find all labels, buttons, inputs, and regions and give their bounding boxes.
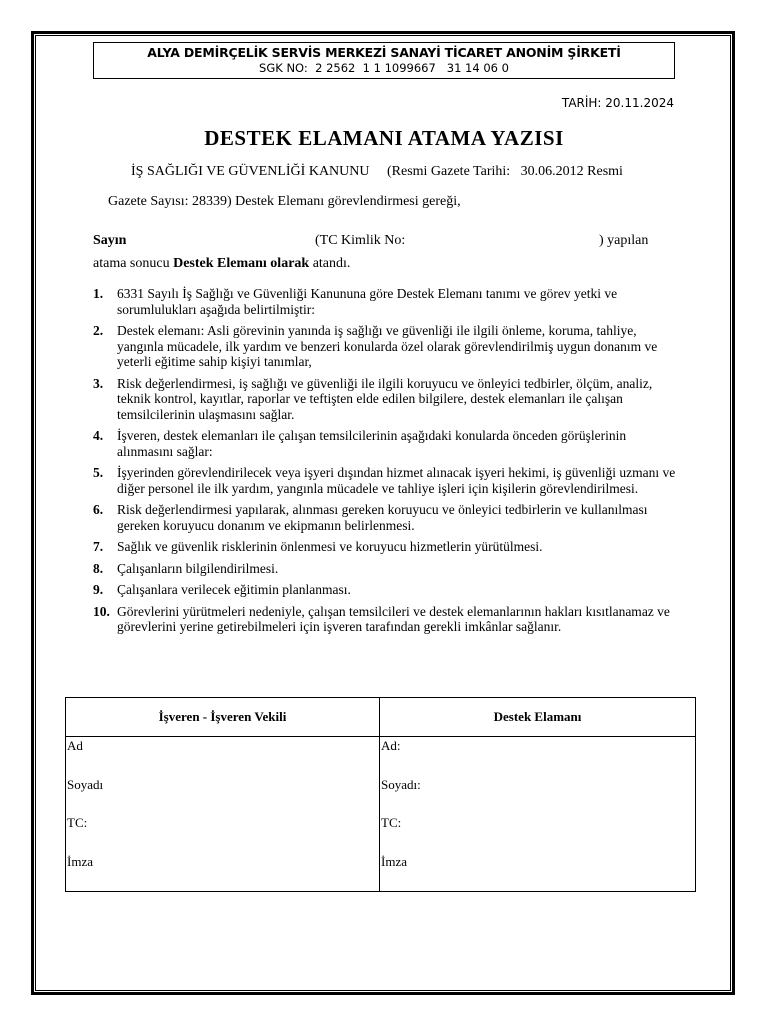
list-item-text: 6331 Sayılı İş Sağlığı ve Güvenliği Kanununa göre Destek Elemanı tanımı ve görev yetki ve sorumlulukları aşağıda belirtilmiştir: (117, 286, 618, 317)
employer-name-field: Ad (67, 738, 83, 753)
list-item (93, 604, 683, 635)
employer-signature-field: İmza (67, 853, 93, 869)
employer-surname-field: Soyadı (67, 776, 104, 792)
list-item-number: 10. (93, 603, 110, 619)
list-item-number: 7. (93, 539, 104, 554)
appointment-text-end: ) yapılan (599, 233, 649, 248)
list-item-text: Görevlerini yürütmeleri nedeniyle, çalışan temsilcileri ve destek elemanlarının hakları kısıtlanamaz ve görevlerini yerine getirebilmeleri için işveren tarafından gerekli imkânlar sağlanır. (117, 603, 670, 634)
sgk-number: SGK NO: 2 2562 1 1 1099667 31 14 06 0 (259, 61, 509, 75)
list-item-number: 3. (93, 375, 104, 391)
employer-signature-cell (66, 737, 380, 892)
support-staff-surname-field: Soyadı: (381, 776, 421, 792)
list-item-text: Risk değerlendirmesi yapılarak, alınması gereken koruyucu ve önleyici tedbirlerin ve kullanılması gereken koruyucu donanım ve ekipmanın belirlenmesi. (117, 502, 648, 533)
list-item (93, 428, 683, 459)
duties-list (93, 286, 683, 641)
tc-kimlik-label: (TC Kimlik No: (315, 233, 406, 248)
list-item (93, 561, 683, 577)
list-item (93, 539, 683, 555)
signature-table (65, 697, 696, 892)
list-item-text: İşyerinden görevlendirilecek veya işyeri dışından hizmet alınacak işyeri hekimi, iş güvenliği uzmanı ve diğer personel ile ilk yardım, yangınla mücadele ve tahliye işleri için kişilerin görevlendirilmesi. (117, 465, 676, 496)
employer-column-header: İşveren - İşveren Vekili (66, 698, 380, 737)
list-item-text: Destek elemanı: Asli görevinin yanında iş sağlığı ve güvenliği ile ilgili önleme, koruma, tahliye, yangınla mücadele, ilk yardım ve benzeri konularda özel olarak görevlendirilmiş uygun donanım ve yeterli eğitime sahip kişiyi tanımlar, (117, 323, 658, 369)
document-title: DESTEK ELAMANI ATAMA YAZISI (204, 126, 564, 150)
list-item-text: İşveren, destek elemanları ile çalışan temsilcilerinin aşağıdaki konularda önceden görüşlerinin alınmasını sağlar: (117, 428, 627, 459)
appointment-suffix: atandı. (309, 256, 351, 271)
document-date: TARİH: 20.11.2024 (561, 96, 674, 110)
support-staff-name-field: Ad: (381, 738, 401, 753)
list-item-number: 9. (93, 582, 104, 597)
support-staff-signature-cell (380, 737, 696, 892)
list-item-text: Risk değerlendirmesi, iş sağlığı ve güvenliği ile ilgili koruyucu ve önleyici tedbirler, ölçüm, analiz, teknik kontrol, kayıtlar, raporlar ve teftişten elde edilen bilgilere, destek elemanları ile çalışan temsilcilerinin ulaşmasını sağlar. (117, 375, 653, 422)
company-name: ALYA DEMİRÇELİK SERVİS MERKEZİ SANAYİ TİCARET ANONİM ŞİRKETİ (147, 45, 621, 60)
list-item (93, 286, 683, 317)
list-item-text: Çalışanlara verilecek eğitimin planlanması. (117, 582, 351, 597)
appointment-statement (93, 256, 350, 272)
appointment-prefix: atama sonucu (93, 256, 174, 271)
law-reference-line-2: Gazete Sayısı: 28339) Destek Elemanı görevlendirmesi gereği, (108, 194, 461, 209)
support-staff-column-header: Destek Elamanı (380, 698, 696, 737)
list-item (93, 376, 683, 423)
list-item (93, 323, 683, 370)
list-item-number: 6. (93, 502, 104, 517)
list-item-number: 4. (93, 428, 104, 443)
list-item (93, 465, 683, 496)
list-item-number: 1. (93, 286, 104, 301)
support-staff-signature-field: İmza (381, 853, 407, 869)
employer-tc-field: TC: (67, 815, 88, 830)
company-header (93, 42, 675, 79)
list-item (93, 502, 683, 533)
support-staff-tc-field: TC: (381, 815, 402, 830)
list-item (93, 582, 683, 598)
salutation: Sayın (93, 233, 127, 248)
list-item-text: Sağlık ve güvenlik risklerinin önlenmesi ve koruyucu hizmetlerin yürütülmesi. (117, 539, 543, 554)
law-reference-line-1: İŞ SAĞLIĞI VE GÜVENLİĞİ KANUNU (Resmi Gazete Tarihi: 30.06.2012 Resmi (131, 164, 623, 179)
list-item-number: 5. (93, 465, 104, 480)
appointment-role: Destek Elemanı olarak (173, 256, 310, 271)
list-item-number: 2. (93, 323, 104, 338)
list-item-text: Çalışanların bilgilendirilmesi. (117, 560, 279, 576)
list-item-number: 8. (93, 560, 104, 576)
